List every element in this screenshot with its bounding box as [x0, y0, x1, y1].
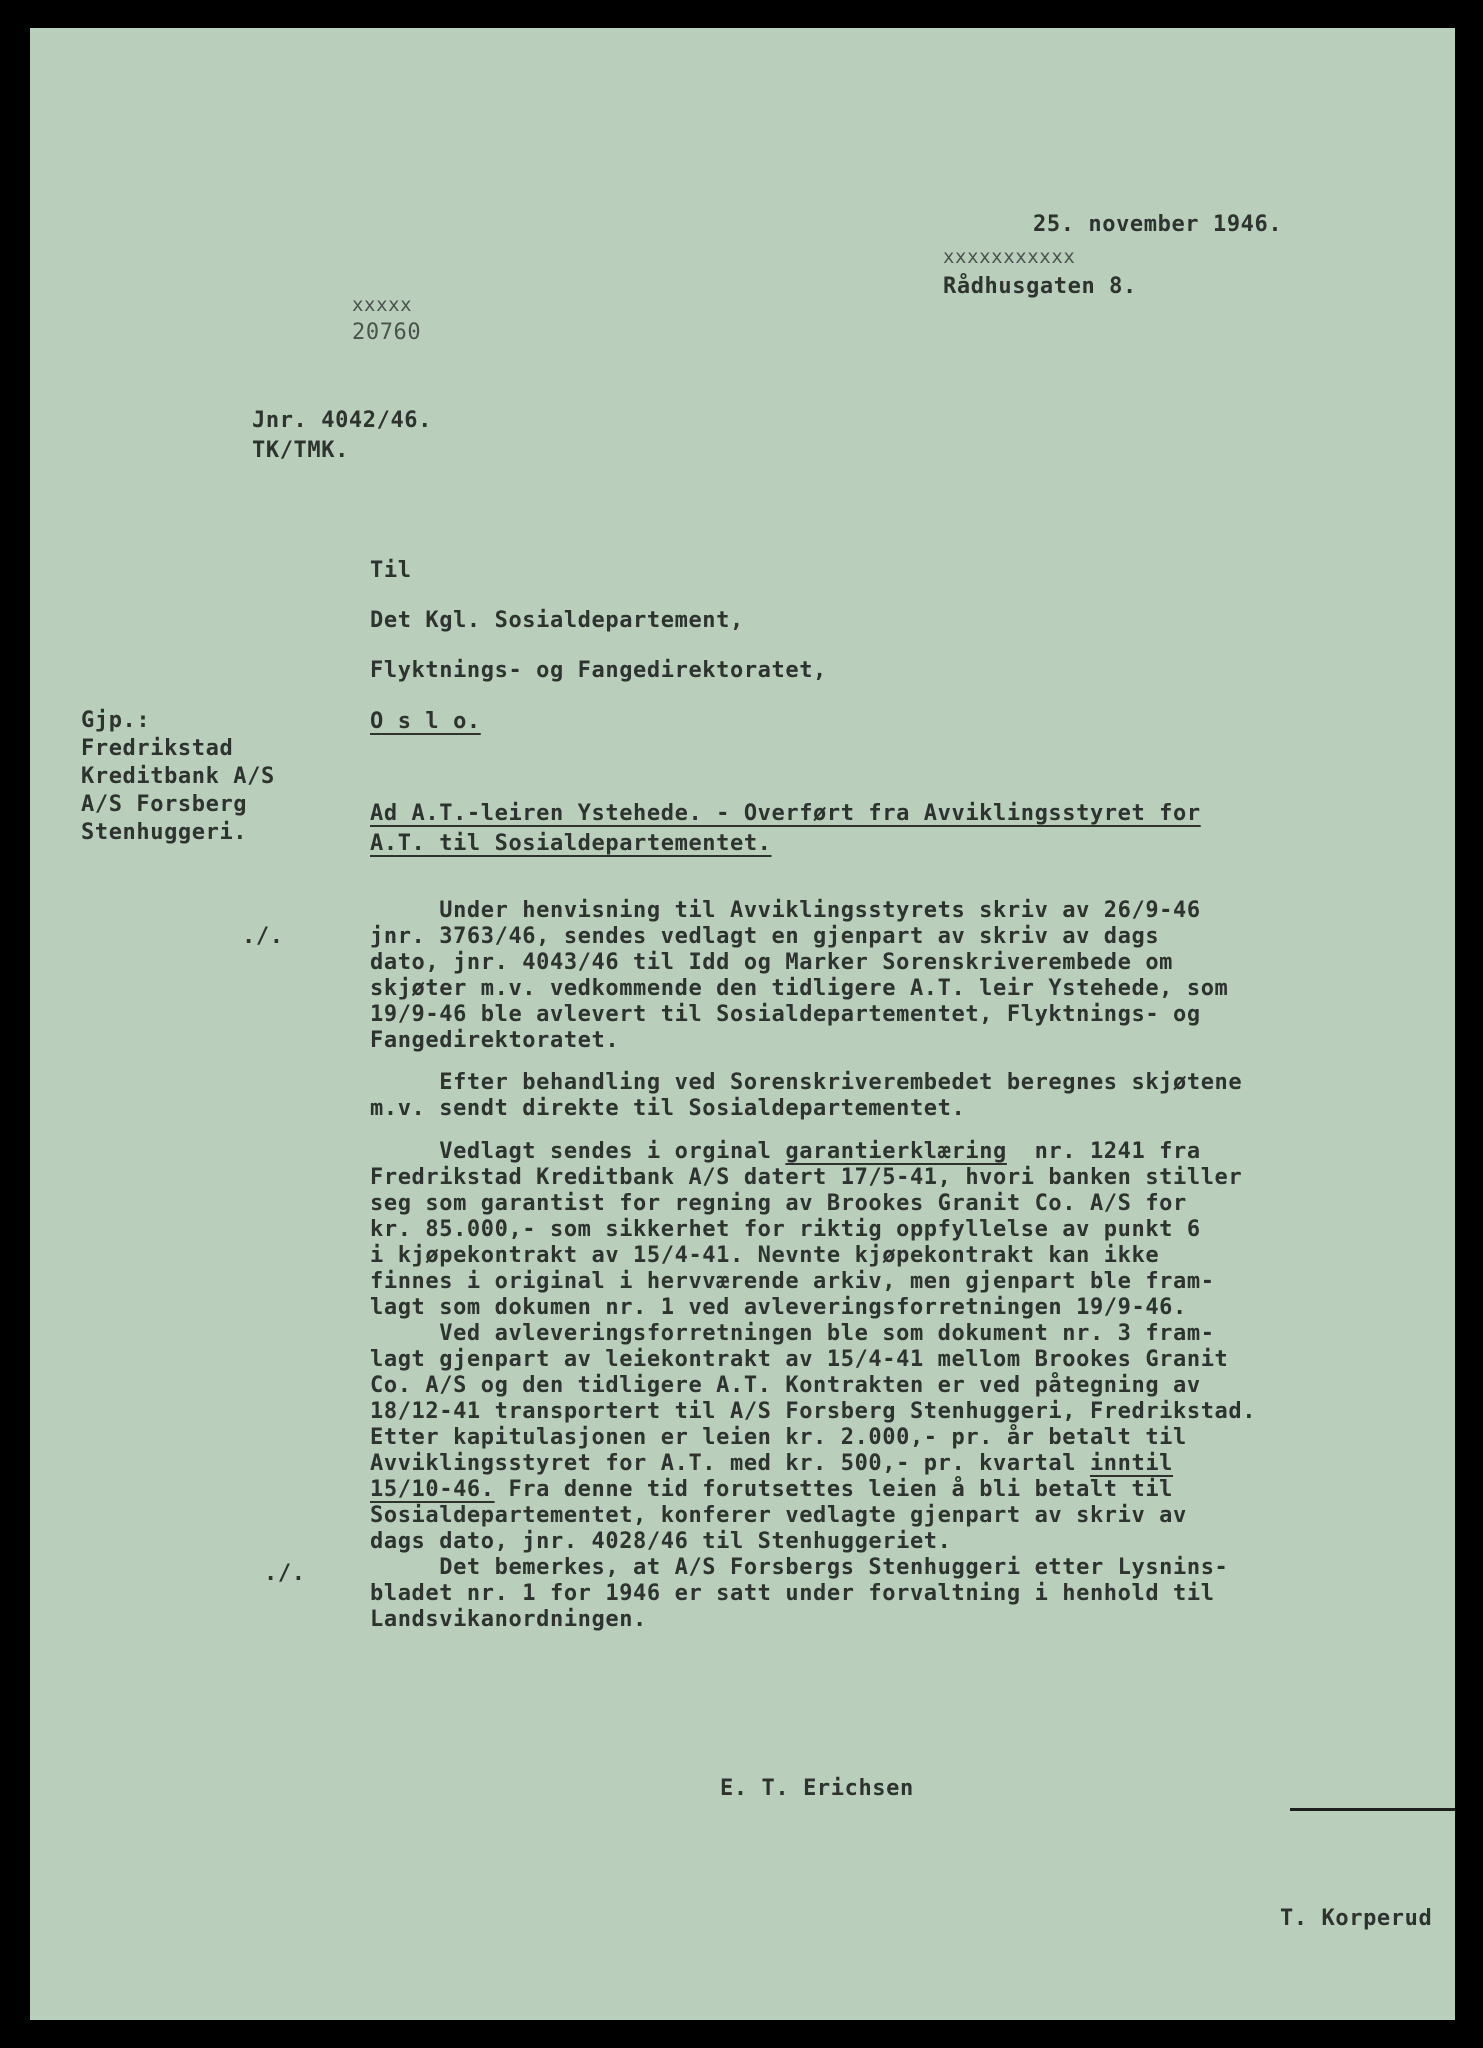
text-run: Avviklingsstyret for A.T. med kr. 500,- pr. kvartal: [370, 1451, 1090, 1476]
body-line: dags dato, jnr. 4028/46 til Stenhuggeriet.: [370, 1529, 952, 1554]
copies-item: Fredrikstad: [81, 736, 234, 761]
body-line: m.v. sendt direkte til Sosialdepartementet.: [370, 1096, 966, 1121]
body-line: lagt gjenpart av leiekontrakt av 15/4-41 mellom Brookes Granit: [370, 1347, 1229, 1372]
address: Rådhusgaten 8.: [943, 274, 1137, 299]
subject-line-1: Ad A.T.-leiren Ystehede. - Overført fra Avviklingsstyret for: [370, 801, 1201, 826]
body-line: jnr. 3763/46, sendes vedlagt en gjenpart av skriv av dags: [370, 924, 1160, 949]
enclosure-mark: ./.: [242, 924, 284, 949]
body-line: Co. A/S og den tidligere A.T. Kontrakten er ved påtegning av: [370, 1373, 1201, 1398]
recipient-city: O s l o.: [370, 709, 481, 734]
recipient-department: Det Kgl. Sosialdepartement,: [370, 608, 744, 633]
body-line: skjøter m.v. vedkommende den tidligere A.T. leir Ystehede, som: [370, 976, 1229, 1001]
body-line: Under henvisning til Avviklingsstyrets skriv av 26/9-46: [370, 898, 1201, 923]
underlined-term: garantierklæring: [785, 1139, 1007, 1164]
body-line: Efter behandling ved Sorenskriverembedet beregnes skjøtene: [370, 1070, 1243, 1095]
document-page: [30, 28, 1455, 2020]
text-run: Fra denne tid forutsettes leien å bli betalt til: [494, 1477, 1174, 1502]
date: 25. november 1946.: [1033, 212, 1283, 237]
body-line: 19/9-46 ble avlevert til Sosialdepartementet, Flyktnings- og: [370, 1002, 1201, 1027]
body-line: Ved avleveringsforretningen ble som dokument nr. 3 fram-: [370, 1321, 1215, 1346]
copies-item: Kreditbank A/S: [81, 764, 275, 789]
text-run: nr. 1241 fra: [1006, 1139, 1201, 1164]
underlined-term: 15/10-46.: [370, 1477, 495, 1502]
recipient-til: Til: [370, 558, 412, 583]
body-line: lagt som dokumen nr. 1 ved avleveringsforretningen 19/9-46.: [370, 1295, 1187, 1320]
signature-name-2: T. Korperud: [1280, 1906, 1433, 1931]
reference-number: 20760: [352, 320, 422, 345]
body-line: dato, jnr. 4043/46 til Idd og Marker Sorenskriverembede om: [370, 950, 1174, 975]
subject-line-2: A.T. til Sosialdepartementet.: [370, 831, 772, 856]
body-line: kr. 85.000,- som sikkerhet for riktig oppfyllelse av punkt 6: [370, 1217, 1201, 1242]
copies-item: Stenhuggeri.: [81, 820, 248, 845]
reference-crossed: xxxxx: [352, 294, 413, 316]
body-line: seg som garantist for regning av Brookes Granit Co. A/S for: [370, 1191, 1187, 1216]
body-line: finnes i original i hervværende arkiv, men gjenpart ble fram-: [370, 1269, 1215, 1294]
body-line: 18/12-41 transportert til A/S Forsberg Stenhuggeri, Fredrikstad.: [370, 1399, 1257, 1424]
copies-item: A/S Forsberg: [81, 792, 248, 817]
body-line: Etter kapitulasjonen er leien kr. 2.000,- pr. år betalt til: [370, 1425, 1187, 1450]
body-line: Fredrikstad Kreditbank A/S datert 17/5-41, hvori banken stiller: [370, 1165, 1243, 1190]
body-line: Fangedirektoratet.: [370, 1028, 620, 1053]
journal-initials: TK/TMK.: [252, 438, 349, 463]
underlined-term: inntil: [1089, 1451, 1174, 1476]
body-line: [370, 1141, 1201, 1163]
body-line: Landsvikanordningen.: [370, 1607, 647, 1632]
body-line: [370, 1453, 1173, 1475]
crossed-out-line: xxxxxxxxxxx: [943, 246, 1076, 268]
text-run: Vedlagt sendes i orginal: [370, 1139, 786, 1164]
signature-name: E. T. Erichsen: [720, 1776, 914, 1801]
recipient-directorate: Flyktnings- og Fangedirektoratet,: [370, 658, 827, 683]
copies-label: Gjp.:: [81, 708, 151, 733]
enclosure-mark: ./.: [264, 1561, 306, 1586]
journal-number: Jnr. 4042/46.: [252, 408, 432, 433]
body-line: [370, 1479, 1173, 1501]
body-line: Sosialdepartementet, konferer vedlagte gjenpart av skriv av: [370, 1503, 1187, 1528]
body-line: Det bemerkes, at A/S Forsbergs Stenhuggeri etter Lysnins-: [370, 1555, 1229, 1580]
body-line: bladet nr. 1 for 1946 er satt under forvaltning i henhold til: [370, 1581, 1215, 1606]
body-line: i kjøpekontrakt av 15/4-41. Nevnte kjøpekontrakt kan ikke: [370, 1243, 1160, 1268]
signature-line: [1290, 1808, 1455, 1811]
